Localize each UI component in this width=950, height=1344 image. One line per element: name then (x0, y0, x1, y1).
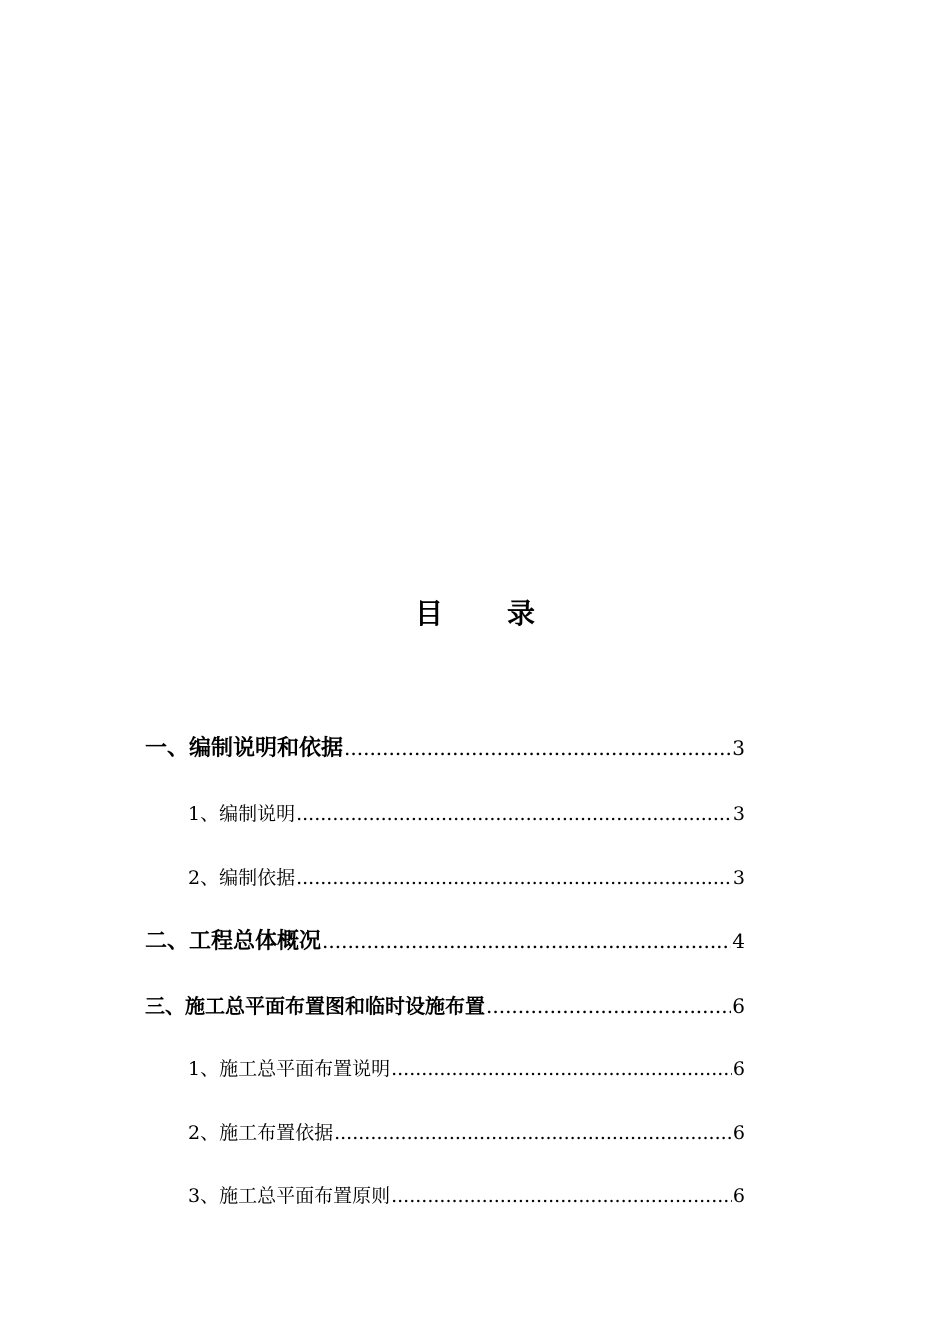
toc-leader-dots (334, 1122, 732, 1144)
toc-page-number: 6 (732, 1122, 745, 1144)
toc-page-number: 6 (732, 994, 745, 1018)
toc-entry-label: 1、施工总平面布置说明 (188, 1058, 391, 1080)
toc-entry-label: 2、施工布置依据 (188, 1122, 334, 1144)
toc-entry-section-3[interactable] (145, 990, 745, 1019)
toc-leader-dots (344, 736, 731, 760)
toc-entry-1-2[interactable] (188, 863, 745, 890)
toc-page-number: 6 (732, 1185, 745, 1207)
toc-entry-3-1[interactable] (188, 1054, 745, 1081)
toc-page-number: 3 (732, 867, 745, 889)
toc-leader-dots (296, 803, 732, 825)
toc-leader-dots (296, 867, 732, 889)
toc-entry-label: 一、编制说明和依据 (145, 735, 344, 761)
toc-title-char-1: 目 (414, 597, 443, 630)
toc-entry-label: 二、工程总体概况 (145, 928, 322, 954)
toc-entry-label: 1、编制说明 (188, 803, 296, 825)
toc-page-number: 4 (732, 929, 745, 953)
toc-entry-label: 2、编制依据 (188, 867, 296, 889)
toc-entry-label: 三、施工总平面布置图和临时设施布置 (145, 994, 485, 1018)
toc-leader-dots (391, 1185, 732, 1207)
toc-title (0, 594, 950, 634)
toc-page-number: 6 (732, 1058, 745, 1080)
toc-entry-3-3[interactable] (188, 1181, 745, 1208)
toc-leader-dots (486, 994, 731, 1018)
toc-leader-dots (322, 929, 731, 953)
toc-entry-label: 3、施工总平面布置原则 (188, 1185, 391, 1207)
toc-leader-dots (391, 1058, 732, 1080)
toc-entry-section-1[interactable] (145, 731, 745, 762)
toc-page-number: 3 (732, 803, 745, 825)
toc-entry-3-2[interactable] (188, 1118, 745, 1145)
toc-entry-section-2[interactable] (145, 924, 745, 955)
toc-title-char-2: 录 (507, 597, 536, 630)
toc-entry-1-1[interactable] (188, 799, 745, 826)
toc-page-number: 3 (732, 736, 745, 760)
